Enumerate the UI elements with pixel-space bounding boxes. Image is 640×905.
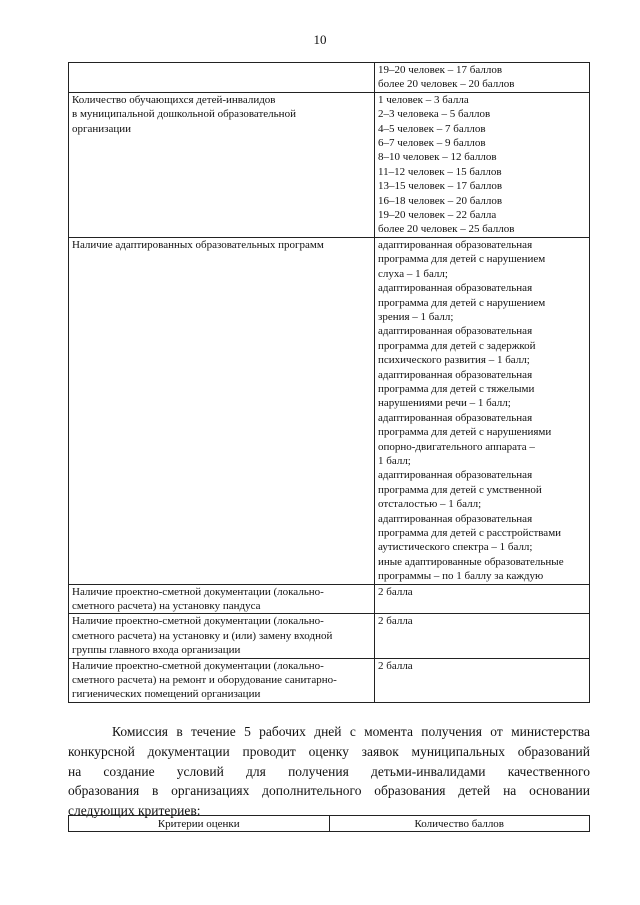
header-points: Количество баллов	[329, 816, 590, 832]
points-line: более 20 человек – 20 баллов	[378, 78, 515, 91]
criterion-line: организации	[72, 122, 132, 135]
points-line: опорно-двигательного аппарата –	[378, 440, 535, 453]
criterion-line: гигиенических помещений организации	[72, 688, 261, 701]
points-line: программы – по 1 баллу за каждую	[378, 570, 544, 583]
points-cell	[375, 584, 590, 614]
table-row	[69, 237, 590, 584]
paragraph-line: следующих критериев:	[68, 803, 201, 819]
points-cell	[375, 658, 590, 702]
points-line: адаптированная образовательная	[378, 512, 533, 525]
table-row	[69, 658, 590, 702]
points-line: аутистического спектра – 1 балл;	[378, 541, 533, 554]
points-line: программа для детей с расстройствами	[378, 527, 562, 539]
body-paragraph	[68, 722, 590, 821]
criterion-cell	[69, 237, 375, 584]
points-line: адаптированная образовательная	[378, 469, 533, 482]
points-line: адаптированная образовательная	[378, 282, 533, 295]
points-cell	[375, 92, 590, 237]
points-line: адаптированная образовательная	[378, 238, 533, 251]
points-line: программа для детей с нарушением	[378, 296, 546, 309]
criterion-line: сметного расчета) на ремонт и оборудование санитарно-	[72, 674, 337, 687]
points-line: 13–15 человек – 17 баллов	[378, 180, 503, 193]
points-line: нарушениями речи – 1 балл;	[378, 397, 511, 410]
criterion-cell	[69, 63, 375, 93]
points-cell	[375, 614, 590, 658]
table-row	[69, 92, 590, 237]
points-line: 19–20 человек – 17 баллов	[378, 64, 503, 76]
table-row	[69, 63, 590, 93]
criterion-line: Наличие адаптированных образовательных программ	[72, 238, 324, 251]
points-line: 16–18 человек – 20 баллов	[378, 194, 503, 207]
points-line: 2 балла	[378, 585, 413, 598]
criterion-line: в муниципальной дошкольной образовательной	[72, 108, 296, 121]
criteria-table-body	[69, 63, 590, 703]
criterion-cell	[69, 614, 375, 658]
criterion-line: группы главного входа организации	[72, 644, 241, 657]
paragraph-line: на создание условий для получения детьми-инвалидами качественного	[68, 763, 590, 779]
points-line: 1 балл;	[378, 454, 411, 467]
points-line: отсталостью – 1 балл;	[378, 498, 482, 511]
points-line: 8–10 человек – 12 баллов	[378, 151, 497, 164]
table-header-row	[69, 816, 590, 832]
points-line: 2 балла	[378, 659, 413, 672]
points-line: психического развития – 1 балл;	[378, 354, 530, 367]
points-cell	[375, 63, 590, 93]
criterion-line: Количество обучающихся детей-инвалидов	[72, 93, 276, 106]
points-line: программа для детей с нарушением	[378, 253, 546, 266]
criterion-line: Наличие проектно-сметной документации (локально-	[72, 659, 324, 672]
points-line: программа для детей с нарушениями	[378, 426, 552, 439]
points-line: слуха – 1 балл;	[378, 267, 448, 280]
paragraph-line: образования в организациях дополнительного образования детей на основании	[68, 783, 590, 799]
table-row	[69, 584, 590, 614]
criterion-line: сметного расчета) на установку пандуса	[72, 600, 261, 613]
points-line: иные адаптированные образовательные	[378, 555, 564, 568]
points-line: программа для детей с задержкой	[378, 339, 536, 352]
points-line: 6–7 человек – 9 баллов	[378, 137, 486, 150]
paragraph-line: Комиссия в течение 5 рабочих дней с момента получения от министерства	[112, 724, 590, 739]
points-line: зрения – 1 балл;	[378, 310, 454, 323]
paragraph-line: конкурсной документации проводит оценку заявок муниципальных образований	[68, 743, 590, 759]
points-line: программа для детей с умственной	[378, 483, 542, 496]
points-line: 2 балла	[378, 615, 413, 628]
points-cell	[375, 237, 590, 584]
points-line: 2–3 человека – 5 баллов	[378, 108, 491, 121]
points-line: 1 человек – 3 балла	[378, 93, 469, 106]
table-row	[69, 614, 590, 658]
points-line: 4–5 человек – 7 баллов	[378, 122, 486, 135]
criterion-line: сметного расчета) на установку и (или) замену входной	[72, 629, 333, 642]
points-line: более 20 человек – 25 баллов	[378, 223, 515, 236]
points-line: программа для детей с тяжелыми	[378, 382, 535, 395]
points-line: 11–12 человек – 15 баллов	[378, 165, 502, 178]
criterion-line: Наличие проектно-сметной документации (локально-	[72, 615, 324, 628]
criterion-cell	[69, 92, 375, 237]
criterion-cell	[69, 658, 375, 702]
criterion-cell	[69, 584, 375, 614]
criterion-line: Наличие проектно-сметной документации (локально-	[72, 585, 324, 598]
points-line: адаптированная образовательная	[378, 368, 533, 381]
criteria-table-2	[68, 815, 590, 832]
points-line: адаптированная образовательная	[378, 325, 533, 338]
points-line: адаптированная образовательная	[378, 411, 533, 424]
criteria-table	[68, 62, 590, 703]
points-line: 19–20 человек – 22 балла	[378, 209, 497, 222]
header-criteria: Критерии оценки	[69, 816, 330, 832]
page-number: 10	[313, 32, 327, 47]
